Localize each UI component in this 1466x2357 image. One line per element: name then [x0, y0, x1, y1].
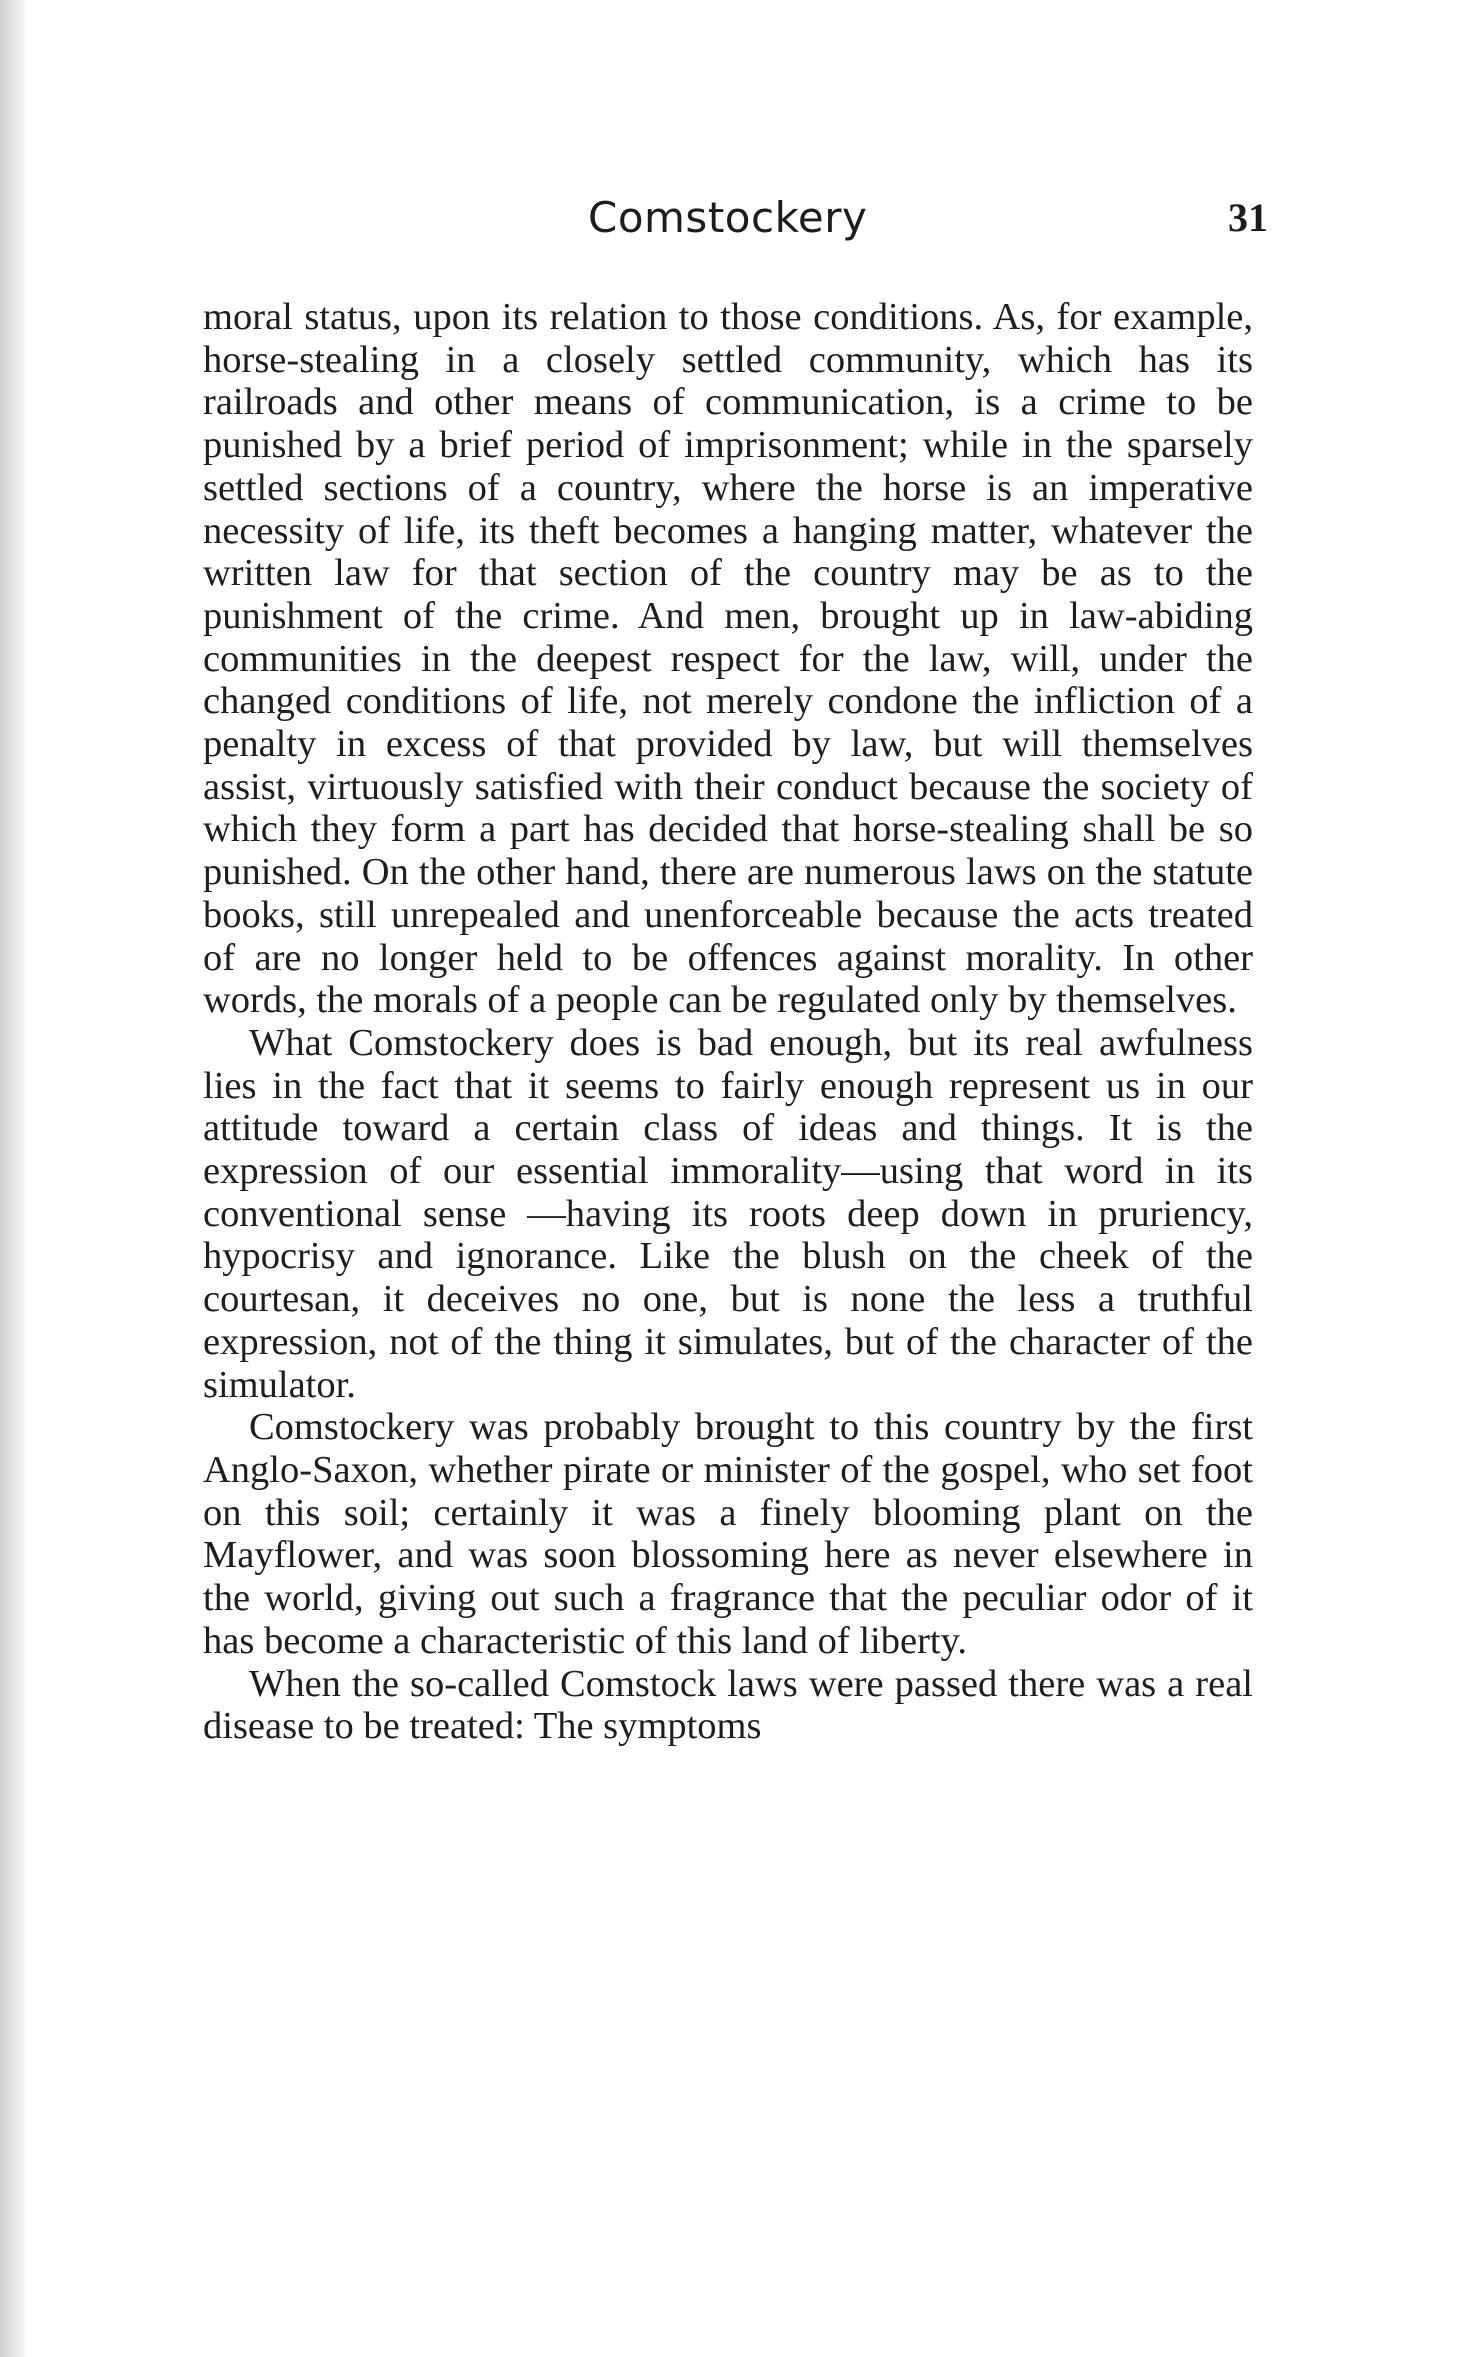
running-title: Comstockery	[588, 193, 868, 242]
paragraph-continuation: moral status, upon its relation to those conditions. As, for example, horse-stealing in a closely settled community, which has its railroads and other means of communication, is a crime to be punished by a brief period of imprisonment; while in the sparsely settled sections of a country, where the horse is an imperative necessity of life, its theft becomes a hanging matter, whatever the written law for that section of the country may be as to the punishment of the crime. And men, brought up in law-abiding communities in the deepest respect for the law, will, under the changed conditions of life, not merely condone the infliction of a penalty in excess of that provided by law, but will themselves assist, virtuously satisfied with their conduct because the society of which they form a part has decided that horse-stealing shall be so punished. On the other hand, there are numerous laws on the statute books, still unrepealed and unenforceable because the acts treated of are no longer held to be offences against morality. In other words, the morals of a people can be regulated only by themselves.	[203, 296, 1253, 1022]
page-number: 31	[1228, 195, 1268, 240]
running-head	[0, 188, 1466, 248]
binding-gutter-shadow	[0, 0, 28, 2357]
body-text	[203, 296, 1253, 1748]
paragraph: Comstockery was probably brought to this country by the first Anglo-Saxon, whether pirate or minister of the gospel, who set foot on this soil; certainly it was a finely blooming plant on the Mayflower, and was soon blossoming here as never elsewhere in the world, giving out such a fragrance that the peculiar odor of it has become a characteristic of this land of liberty.	[203, 1406, 1253, 1662]
paragraph: When the so-called Comstock laws were passed there was a real disease to be treated: The symptoms	[203, 1662, 1253, 1748]
paragraph: What Comstockery does is bad enough, but its real awfulness lies in the fact that it seems to fairly enough represent us in our attitude toward a certain class of ideas and things. It is the expression of our essential immorality—using that word in its conventional sense —having its roots deep down in pruriency, hypocrisy and ignorance. Like the blush on the cheek of the courtesan, it deceives no one, but is none the less a truthful expression, not of the thing it simulates, but of the character of the simulator.	[203, 1021, 1253, 1406]
